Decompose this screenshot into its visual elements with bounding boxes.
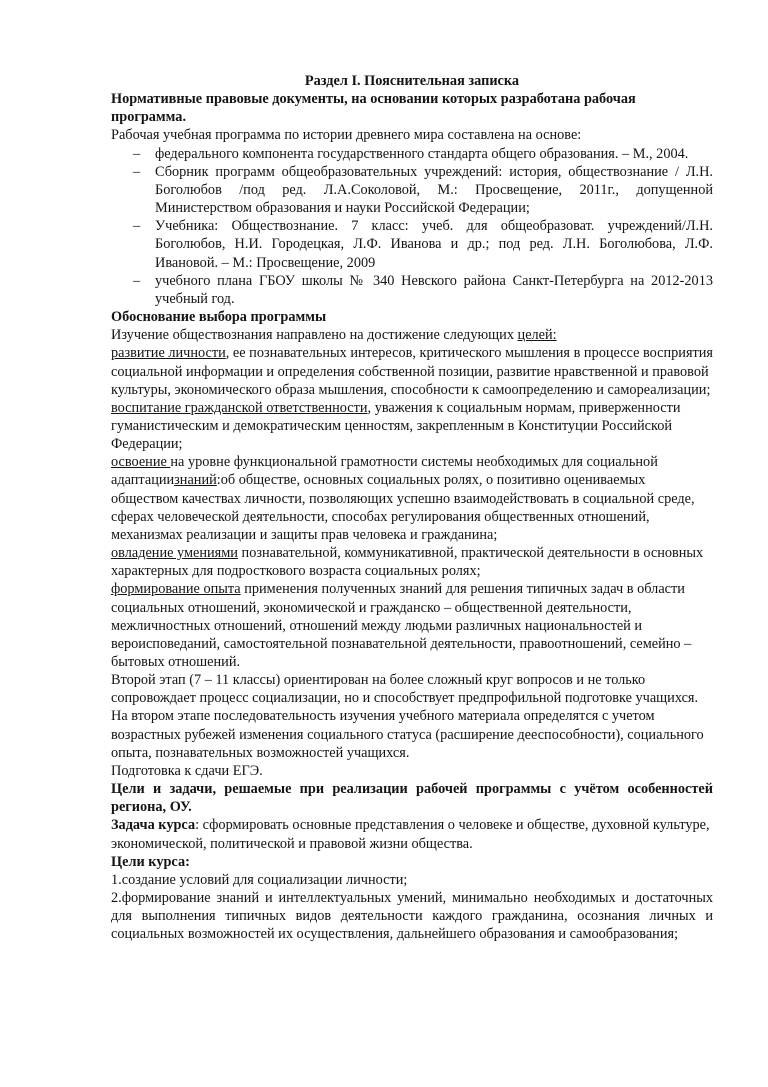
goal-text-2: :об обществе, основных социальных ролях, о позитивно оцениваемых обществом качествах личности, позволяющих успешно взаимодействовать в социальной среде, сферах человеческой деятельности, способах регулирования общественных отношений, механизмах реализации и защиты прав человека и гражданина; bbox=[111, 472, 695, 543]
list-item-text: Сборник программ общеобразовательных учреждений: история, обществознание / Л.Н. Боголюбов /под ред. Л.А.Соколовой, М.: Просвещение, 2011г., допущенной Министерством образования и науки Российской Федерации; bbox=[155, 163, 713, 217]
tasks-heading: Цели и задачи, решаемые при реализации рабочей программы с учётом особенностей региона, ОУ. bbox=[111, 781, 713, 816]
goal-term: формирование опыта bbox=[111, 581, 241, 598]
goal-term: воспитание гражданской ответственности bbox=[111, 399, 368, 416]
justification-heading: Обоснование выбора программы bbox=[111, 309, 327, 326]
list-marker: – bbox=[133, 145, 141, 162]
intro-line: Рабочая учебная программа по истории древнего мира составлена на основе: bbox=[111, 127, 582, 144]
goal-paragraph bbox=[111, 580, 713, 671]
goal-paragraph bbox=[111, 544, 713, 580]
list-marker: – bbox=[133, 272, 141, 289]
goal-text: на уровне функциональной грамотности системы необходимых для социальной адаптации bbox=[111, 454, 658, 489]
section-title: Раздел I. Пояснительная записка bbox=[304, 73, 520, 89]
goal-term-2: знаний bbox=[174, 472, 217, 489]
goal-text: , уважения к социальным нормам, приверженности гуманистическим и демократическим ценностям, закрепленным в Конституции Российской Федерации; bbox=[111, 399, 681, 453]
goal-paragraph bbox=[111, 453, 713, 544]
list-item-text: Учебника: Обществознание. 7 класс: учеб. для общеобразоват. учреждений/Л.Н. Боголюбов, Н.И. Городецкая, Л.Ф. Иванова и др.; под ред. Л.Н. Боголюбова, Л.Ф. Ивановой. – М.: Просвещение, 2009 bbox=[155, 218, 713, 271]
list-marker: – bbox=[133, 163, 141, 180]
course-task-text: : сформировать основные представления о человеке и обществе, духовной культуре, экономической, политической и правовой жизни общества. bbox=[111, 817, 710, 852]
list-marker: – bbox=[133, 218, 141, 235]
goals-intro bbox=[111, 326, 713, 344]
goal-term: развитие личности bbox=[111, 345, 226, 362]
normative-heading: Нормативные правовые документы, на основании которых разработана рабочая программа. bbox=[111, 91, 636, 126]
goal-paragraph bbox=[111, 399, 713, 453]
list-item bbox=[111, 145, 713, 163]
goals-intro-text: Изучение обществознания направлено на достижение следующих bbox=[111, 327, 518, 344]
goal-term: овладение умениями bbox=[111, 545, 238, 562]
goals-intro-underlined: целей: bbox=[517, 327, 557, 344]
list-item-text: федерального компонента государственного стандарта общего образования. – М., 2004. bbox=[155, 145, 689, 162]
course-goal-item: 2.формирование знаний и интеллектуальных умений, минимально необходимых и достаточных для выполнения типичных видов деятельности каждого гражданина, осознания личных и социальных возможностей их осуществления, дальнейшего образования и самообразования; bbox=[111, 890, 713, 943]
exam-line: Подготовка к сдачи ЕГЭ. bbox=[111, 762, 263, 779]
goal-term: освоение bbox=[111, 454, 171, 471]
course-task bbox=[111, 816, 713, 852]
list-item bbox=[111, 272, 713, 308]
course-task-label: Задача курса bbox=[111, 817, 196, 834]
goal-text: , ее познавательных интересов, критического мышления в процессе восприятия социальной информации и определения собственной позиции, развитие нравственной и правовой культуры, экономического образа мышления, способности к самоопределению и самореализации; bbox=[111, 345, 714, 398]
goal-paragraph bbox=[111, 344, 713, 398]
course-goals-heading: Цели курса: bbox=[111, 853, 190, 870]
list-item bbox=[111, 217, 713, 271]
basis-list bbox=[111, 145, 713, 308]
goal-text: познавательной, коммуникативной, практической деятельности в основных характерных для подросткового возраста социальных ролях; bbox=[111, 545, 704, 580]
list-item-text: учебного плана ГБОУ школы № 340 Невского района Санкт-Петербурга на 2012-2013 учебный год. bbox=[155, 272, 713, 307]
goal-text: применения полученных знаний для решения типичных задач в области социальных отношений, экономической и гражданско – общественной деятельности, межличностных отношений, отношений между людьми различных национальностей и вероисповеданий, самостоятельной познавательной деятельности, правоотношений, семейно – бытовых отношений. bbox=[111, 581, 692, 670]
stage-paragraph: Второй этап (7 – 11 классы) ориентирован на более сложный круг вопросов и не только сопровождает процесс социализации, но и способствует предпрофильной подготовке учащихся. На втором этапе последовательность изучения учебного материала определятся с учетом возрастных рубежей изменения социального статуса (расширение дееспособности), социального опыта, познавательных возможностей учащихся. bbox=[111, 672, 704, 761]
course-goal-item: 1.создание условий для социализации личности; bbox=[111, 871, 408, 888]
list-item bbox=[111, 163, 713, 217]
